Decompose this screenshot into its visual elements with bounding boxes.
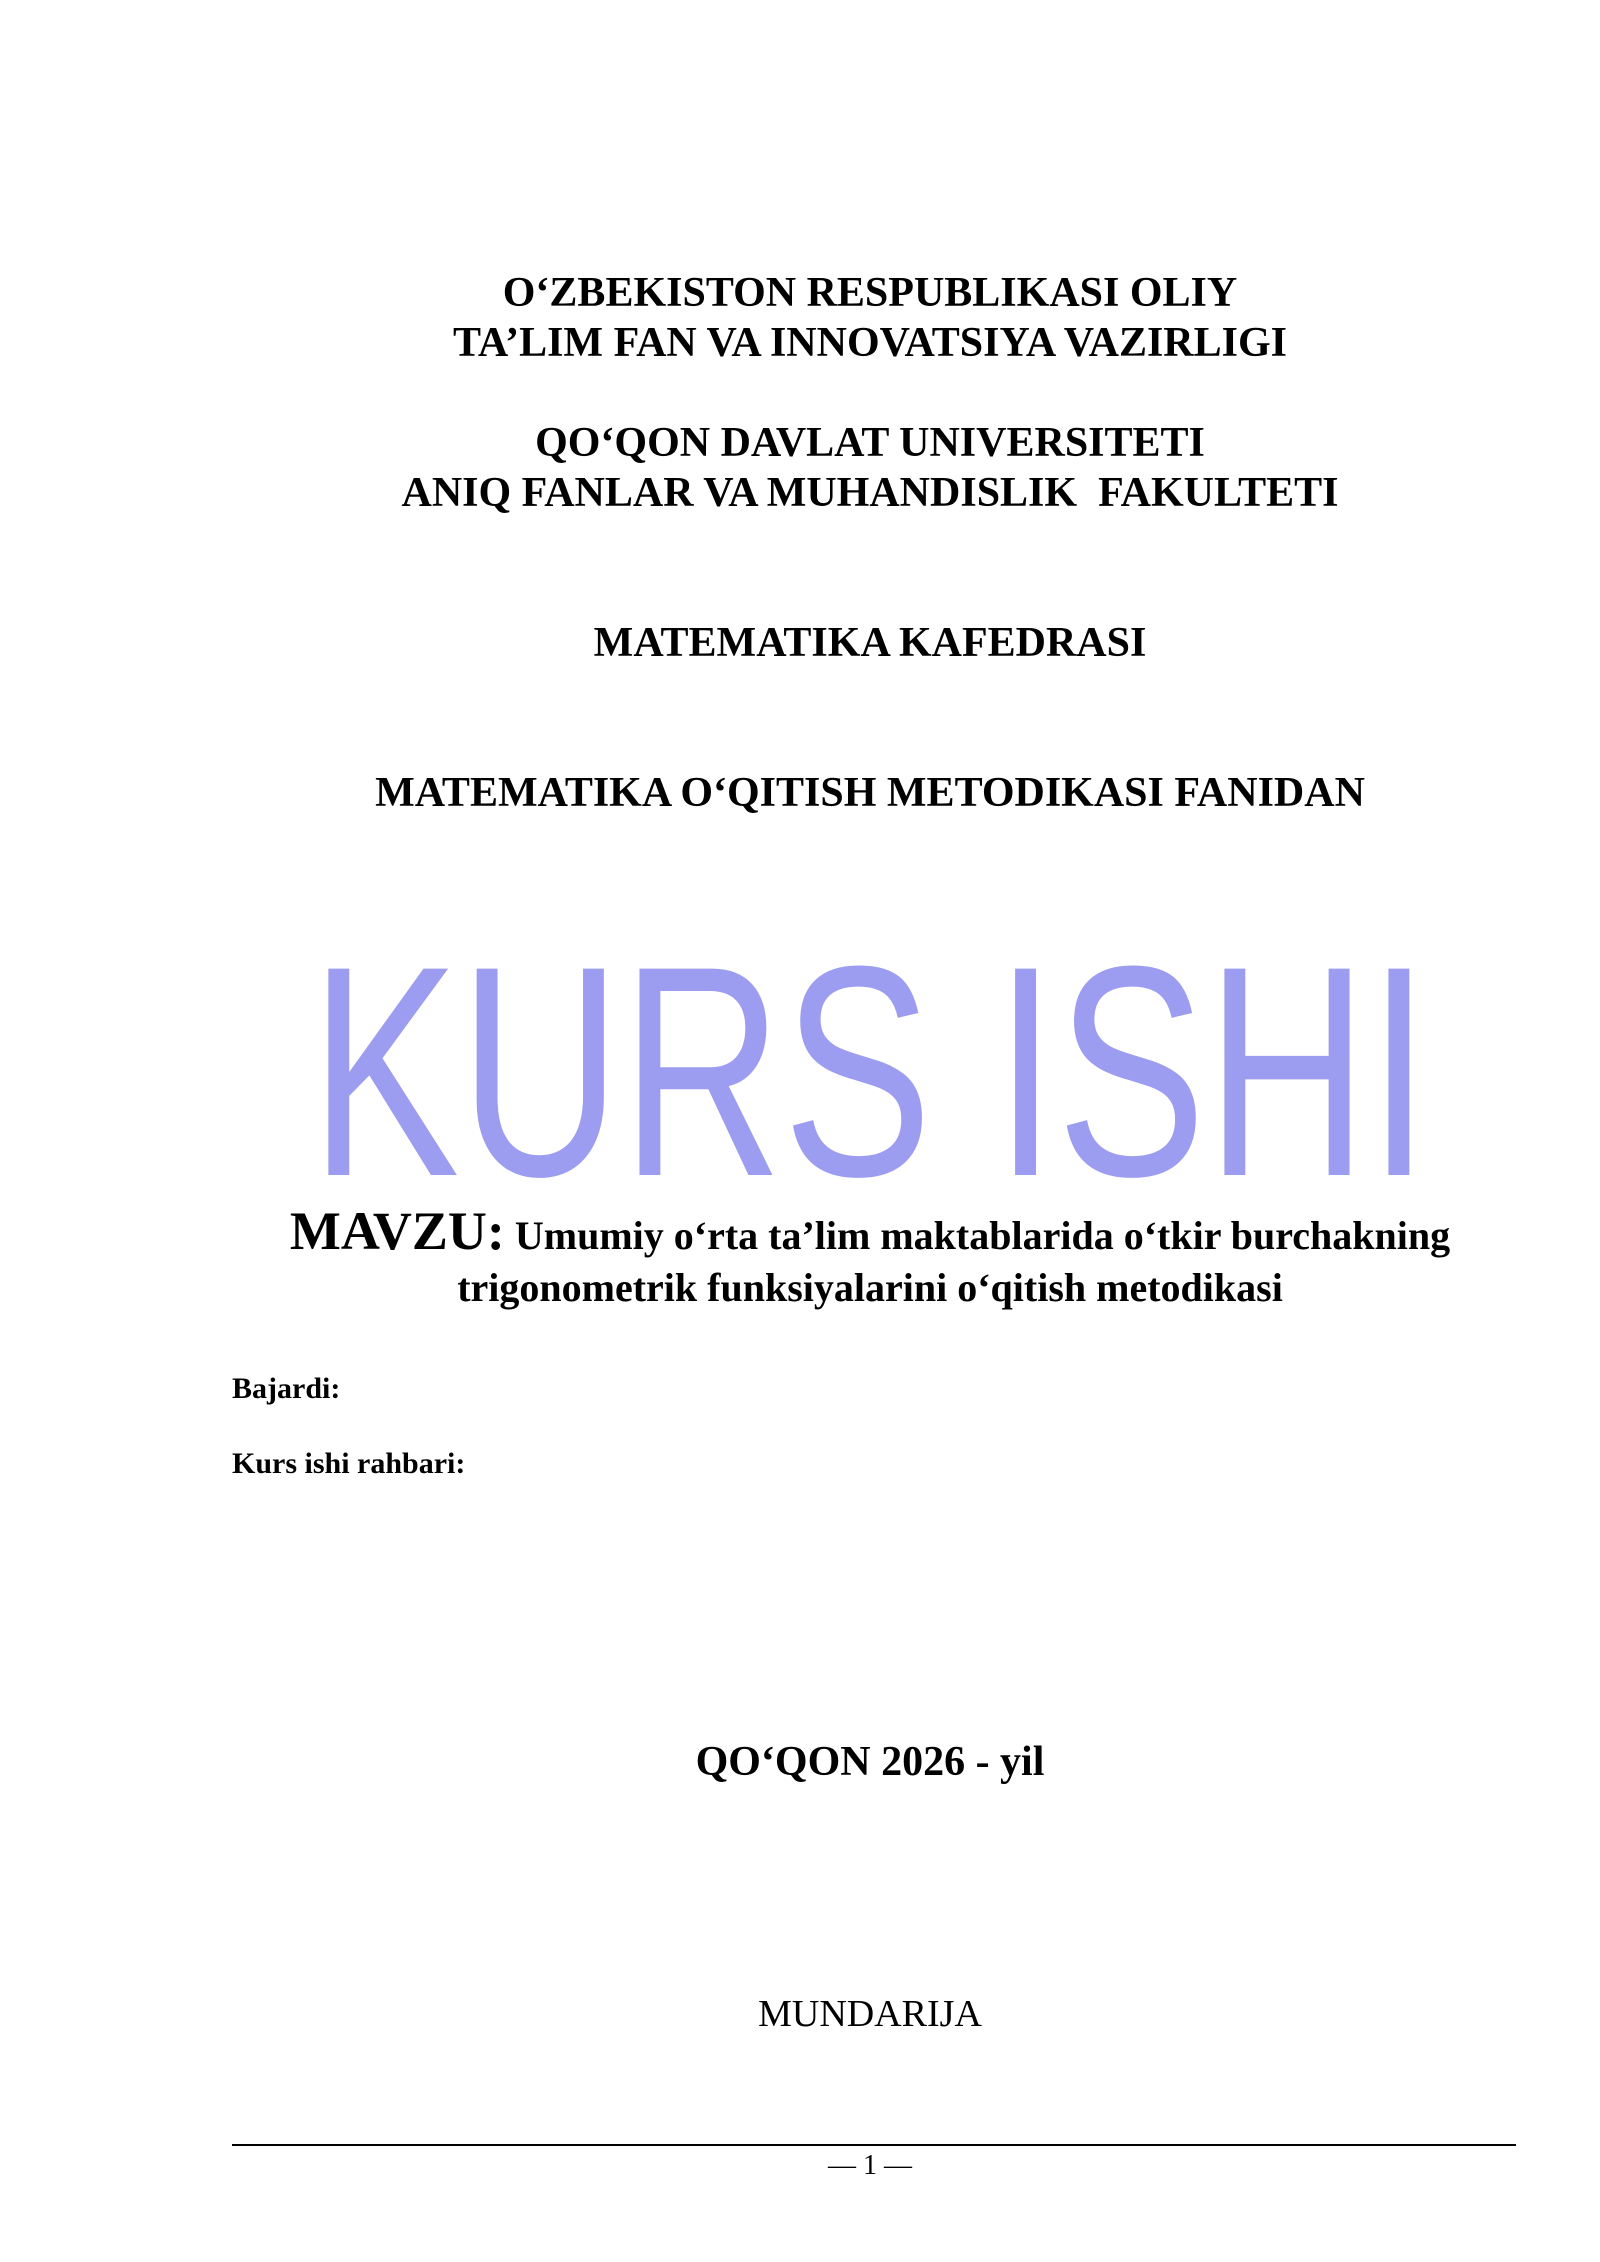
topic-label: MAVZU: (289, 1201, 505, 1261)
place-year: QO‘QON 2026 - yil (695, 1739, 1045, 1785)
ministry-line-2: TA’LIM FAN VA INNOVATSIYA VAZIRLIGI (452, 320, 1288, 366)
topic-text: Umumiy o‘rta ta’lim maktablarida o‘tkir burchakning trigonometrik funksiyalarini o‘qitish metodikasi (457, 1213, 1451, 1310)
kurs-ishi-title: KURS ISHI (310, 903, 1430, 1210)
ministry-line-1: O‘ZBEKISTON RESPUBLIKASI OLIY (502, 270, 1238, 316)
kurs-ishi-wordart (0, 880, 1600, 1210)
footer-divider (232, 2144, 1516, 2146)
performed-by-label: Bajardi: (232, 1372, 341, 1405)
faculty-name: ANIQ FANLAR VA MUHANDISLIK FAKULTETI (401, 470, 1339, 516)
subject-name: MATEMATIKA O‘QITISH METODIKASI FANIDAN (375, 770, 1365, 816)
department-name: MATEMATIKA KAFEDRASI (593, 620, 1147, 666)
topic-block (220, 1201, 1520, 1314)
university-name: QO‘QON DAVLAT UNIVERSITETI (535, 420, 1205, 466)
page-number: — 1 — (828, 2150, 912, 2181)
toc-heading: MUNDARIJA (758, 1993, 982, 2035)
supervisor-label: Kurs ishi rahbari: (232, 1447, 466, 1480)
